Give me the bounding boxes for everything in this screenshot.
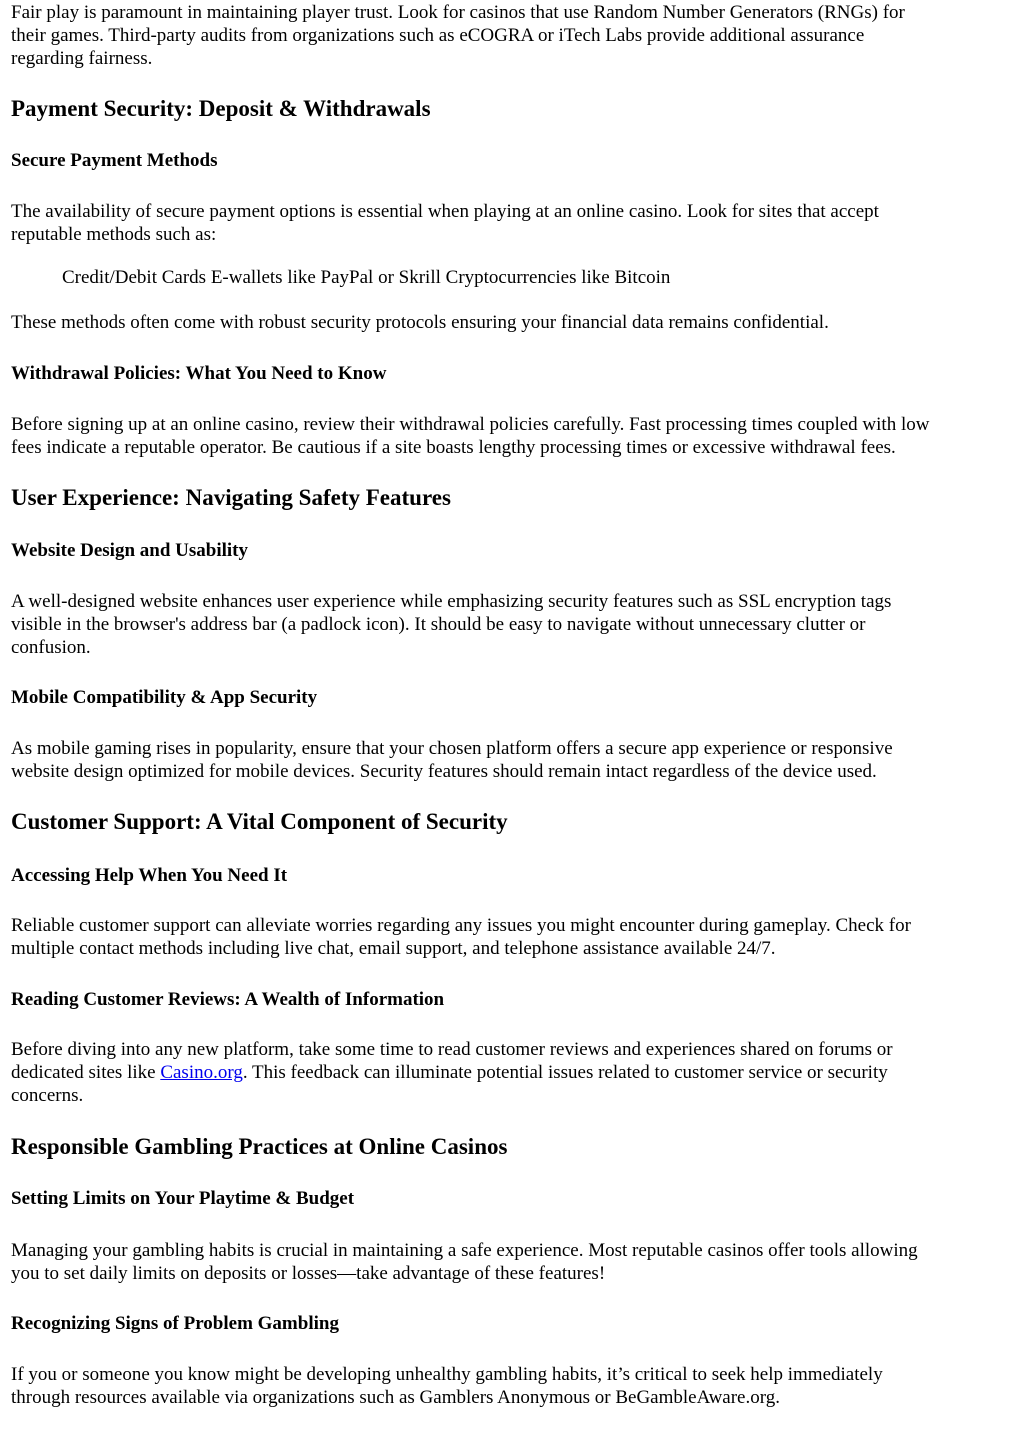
heading-mobile-compatibility: Mobile Compatibility & App Security — [11, 687, 318, 708]
fair-play-paragraph: Fair play is paramount in maintaining player trust. Look for casinos that use Random Number Generators (RNGs) for their games. Third-party audits from organizations such as eCOGRA or iTech Labs provide additional assurance regarding fairness. — [11, 2, 905, 69]
heading-customer-reviews: Reading Customer Reviews: A Wealth of Information — [11, 989, 445, 1010]
heading-customer-support: Customer Support: A Vital Component of Security — [11, 809, 508, 834]
list-item: Cryptocurrencies like Bitcoin — [445, 267, 671, 288]
heading-responsible-gambling: Responsible Gambling Practices at Online Casinos — [11, 1134, 508, 1159]
secure-payment-intro-paragraph: The availability of secure payment options is essential when playing at an online casino. Look for sites that accept reputable methods such as: — [11, 201, 879, 245]
list-item: E-wallets like PayPal or Skrill — [210, 267, 441, 288]
withdrawal-policies-paragraph: Before signing up at an online casino, review their withdrawal policies carefully. Fast processing times coupled with low fees indicate a reputable operator. Be cautious if a site boasts lengthy processing times or excessive withdrawal fees. — [11, 414, 930, 458]
website-design-paragraph: A well-designed website enhances user experience while emphasizing security features such as SSL encryption tags visible in the browser's address bar (a padlock icon). It should be easy to navigate without unnecessary clutter or confusion. — [11, 591, 892, 658]
list-item: Credit/Debit Cards — [62, 267, 207, 288]
heading-accessing-help: Accessing Help When You Need It — [11, 865, 288, 886]
heading-withdrawal-policies: Withdrawal Policies: What You Need to Know — [11, 363, 387, 384]
casino-org-link[interactable]: Casino.org — [160, 1062, 243, 1083]
heading-problem-gambling: Recognizing Signs of Problem Gambling — [11, 1313, 339, 1334]
setting-limits-paragraph: Managing your gambling habits is crucial in maintaining a safe experience. Most reputable casinos offer tools allowing you to set daily limits on deposits or losses—take advantage of these features! — [11, 1240, 918, 1284]
accessing-help-paragraph: Reliable customer support can alleviate worries regarding any issues you might encounter during gameplay. Check for multiple contact methods including live chat, email support, and telephone assistance available 24/7. — [11, 915, 911, 959]
heading-website-design: Website Design and Usability — [11, 540, 249, 561]
problem-gambling-paragraph: If you or someone you know might be developing unhealthy gambling habits, it’s critical to seek help immediately through resources available via organizations such as Gamblers Anonymous or BeGambleAware.org. — [11, 1364, 883, 1408]
mobile-compatibility-paragraph: As mobile gaming rises in popularity, ensure that your chosen platform offers a secure app experience or responsive website design optimized for mobile devices. Security features should remain intact regardless of the device used. — [11, 738, 893, 782]
customer-reviews-paragraph: Before diving into any new platform, take some time to read customer reviews and experiences shared on forums or dedicated sites like Casino.org. This feedback can illuminate potential issues related to customer service or security concerns. — [11, 1039, 893, 1106]
heading-payment-security: Payment Security: Deposit & Withdrawals — [11, 96, 431, 121]
payment-methods-list — [62, 266, 670, 289]
heading-user-experience: User Experience: Navigating Safety Features — [11, 485, 451, 510]
heading-setting-limits: Setting Limits on Your Playtime & Budget — [11, 1188, 355, 1209]
heading-secure-payment-methods: Secure Payment Methods — [11, 150, 218, 171]
payment-methods-outro-paragraph: These methods often come with robust security protocols ensuring your financial data remains confidential. — [11, 312, 829, 333]
